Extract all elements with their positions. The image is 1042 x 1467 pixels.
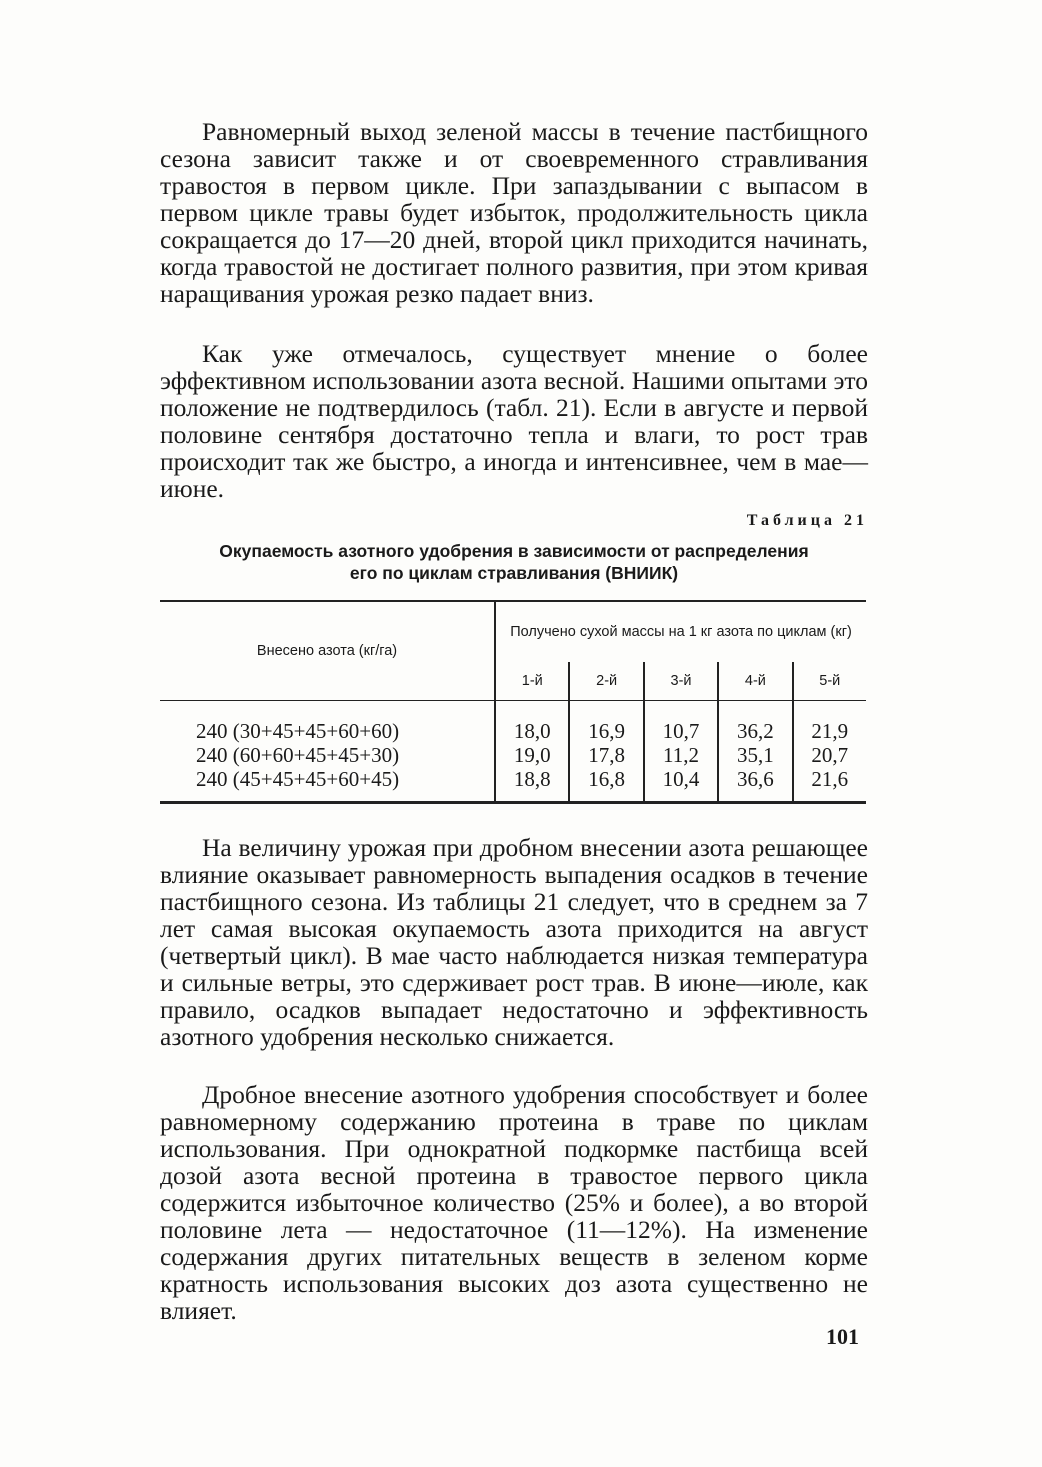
page-number: 101 bbox=[826, 1324, 859, 1349]
header-cycle-1: 1-й bbox=[495, 662, 569, 701]
table-cell: 21,6 bbox=[811, 767, 849, 791]
table-cell: 11,2 bbox=[663, 743, 699, 767]
applied-value: 240 (45+45+45+60+45) bbox=[196, 767, 400, 791]
table-title-line-2: его по циклам стравливания (ВНИИК) bbox=[349, 563, 679, 583]
paragraph-3: На величину урожая при дробном внесении азота решающее влияние оказывает равномерность выпадения осадков в течение пастбищного сезона. Из таблицы 21 следует, что в среднем за 7 лет самая высокая окупаемость азота приходится на август (четвертый цикл). В мае часто наблюдается низкая температура и сильные ветры, это сдерживает рост трав. В июне—июле, как правило, осадков выпадает недостаточно и эффективность азотного удобрения несколько снижается. bbox=[160, 833, 868, 1051]
table-cell: 18,0 bbox=[513, 719, 551, 743]
table-cell: 16,9 bbox=[588, 719, 625, 743]
paragraph-4: Дробное внесение азотного удобрения способствует и более равномерному содержанию протеина в траве по циклам использования. При однократной подкормке пастбища всей дозой азота весной протеина в травостое первого цикла содержится избыточное количество (25% и более), а во второй половине лета — недостаточное (11—12%). На изменение содержания других питательных веществ в зеленом корме кратность использования высоких доз азота существенно не влияет. bbox=[160, 1080, 868, 1325]
table-cell: 36,2 bbox=[737, 719, 774, 743]
table-cell: 19,0 bbox=[513, 743, 551, 767]
header-cycle-2: 2-й bbox=[569, 662, 643, 701]
cycle-3-column bbox=[644, 701, 718, 803]
page-content bbox=[160, 118, 868, 1324]
applied-value: 240 (30+45+45+60+60) bbox=[196, 719, 400, 743]
cycle-2-column bbox=[569, 701, 643, 803]
table-cell: 10,7 bbox=[662, 719, 700, 743]
table-cell: 18,8 bbox=[513, 767, 551, 791]
paragraph-2: Как уже отмечалось, существует мнение о более эффективном использовании азота весной. Нашими опытами это положение не подтвердилось (табл. 21). Если в августе и первой половине сентября достаточно тепла и влаги, то рост трав происходит так же быстро, а иногда и интенсивнее, чем в мае—июне. bbox=[160, 339, 868, 503]
header-cycle-4: 4-й bbox=[718, 662, 792, 701]
cycle-1-column bbox=[495, 701, 569, 803]
header-applied-nitrogen: Внесено азота (кг/га) bbox=[256, 643, 398, 659]
table-title bbox=[160, 540, 868, 584]
data-table bbox=[160, 600, 866, 804]
applied-value: 240 (60+60+45+45+30) bbox=[196, 743, 400, 767]
header-cycle-5: 5-й bbox=[793, 662, 866, 701]
table-cell: 17,8 bbox=[588, 743, 625, 767]
table-cell: 20,7 bbox=[811, 743, 849, 767]
table-cell: 16,8 bbox=[588, 767, 625, 791]
table-cell: 35,1 bbox=[737, 743, 774, 767]
paragraph-1: Равномерный выход зеленой массы в течение пастбищного сезона зависит также и от своевременного стравливания травостоя в первом цикле. При запаздывании с выпасом в первом цикле травы будет избыток, продолжительность цикла сокращается до 17—20 дней, второй цикл приходится начинать, когда травостой не достигает полного развития, при этом кривая наращивания урожая резко падает вниз. bbox=[160, 117, 868, 308]
header-cycle-3: 3-й bbox=[644, 662, 718, 701]
table-title-line-1: Окупаемость азотного удобрения в зависимости от распределения bbox=[219, 541, 809, 561]
table-cell: 10,4 bbox=[662, 767, 700, 791]
header-dry-mass-group: Получено сухой массы на 1 кг азота по циклам (кг) bbox=[495, 601, 866, 662]
table-cell: 21,9 bbox=[811, 719, 849, 743]
table-cell: 36,6 bbox=[737, 767, 774, 791]
cycle-4-column bbox=[718, 701, 792, 803]
cycle-5-column bbox=[793, 701, 866, 803]
table-body-row bbox=[160, 701, 866, 803]
table-label: Таблица 21 bbox=[746, 512, 868, 529]
applied-column bbox=[160, 701, 495, 803]
